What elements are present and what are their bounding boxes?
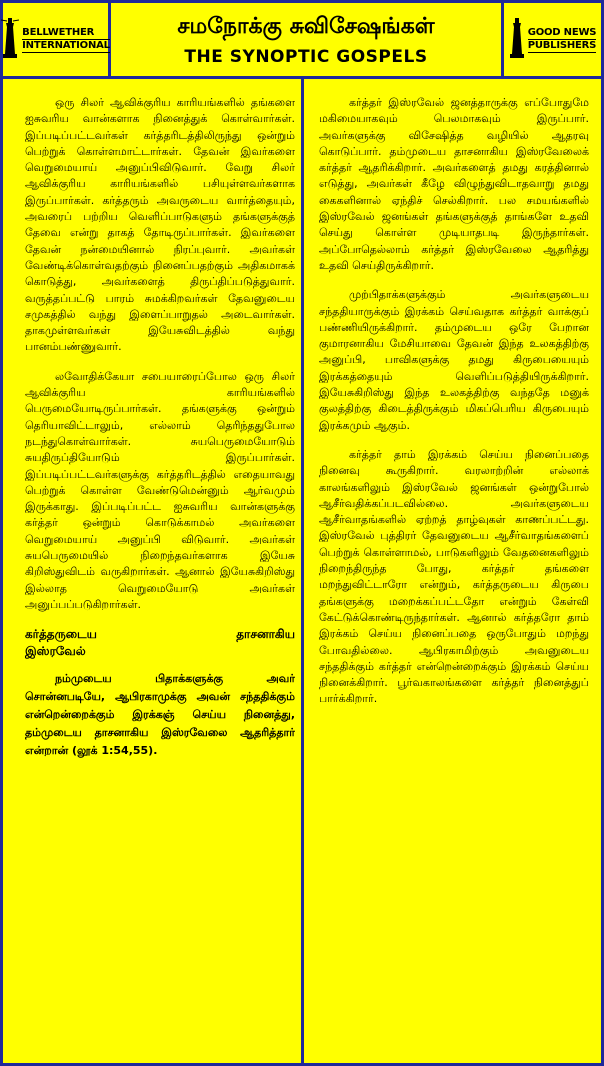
left-logo-line1: BELLWETHER — [22, 27, 110, 40]
lighthouse-icon — [509, 16, 525, 64]
page-title-tamil: சமநோக்கு சுவிசேஷங்கள் — [177, 13, 435, 39]
paragraph: கர்த்தர் தாம் இரக்கம் செய்ய நினைப்பதை நினைவு கூருகிறார். வரலாற்றின் எல்லாக் காலங்களிலும் இஸ்ரவேல் ஜனங்கள் ஒன்றுபோல் ஆசீர்வதிக்கப்படவில்லை. அவர்களுடைய ஆசீர்வாதங்களில் ஏற்றத் தாழ்வுகள் காணப்பட்டது. இஸ்ரவேல் புத்திரர் தேவனுடைய ஆசீர்வாதங்களைப் பெற்றுக் கொள்ளாமல், பாடுகளிலும் வேதனைகளிலும் நிறைந்திருந்த போது, கர்த்தர் தங்களை மறந்துவிட்டாரோ என்றும், கர்த்தருடைய கிருபை தங்களுக்கு மறைக்கப்பட்டதோ என்றும் கேள்வி கேட்டுக்கொண்டிருந்தார்கள். ஆனால் கர்த்தரோ தாம் இரக்கம் செய்ய நினைப்பதை ஒருபோதும் மறந்து போவதில்லை. ஆபிரகாமிற்கும் அவனுடைய சந்ததிக்கும் கர்த்தர் என்றென்றைக்கும் இரக்கம் செய்ய நினைக்கிறார். பூர்வகாலங்களை கர்த்தர் நினைத்துப் பார்க்கிறார். — [319, 447, 589, 706]
bellwether-logo — [3, 3, 111, 76]
right-logo-line2: PUBLISHERS — [527, 39, 597, 51]
page-title-english: THE SYNOPTIC GOSPELS — [184, 46, 428, 67]
section-heading — [25, 626, 295, 660]
left-logo-line2: INTERNATIONAL — [22, 39, 110, 51]
section-heading-line2: இஸ்ரவேல் — [25, 644, 86, 659]
paragraph: லவோதிக்கேயா சபையாரைப்போல ஒரு சிலர் ஆவிக்குரிய காரியங்களில் பெருமையோடிருப்பார்கள். தங்களுக்கு ஒன்றும் தெரியாவிட்டாலும், எல்லாம் தெரிந்ததுபோல நடந்துகொள்வார்கள். சுயபெருமையோடும் சுயதிருப்தியோடும் இருப்பார்கள். இப்படிப்பட்டவர்களுக்கு கர்த்தரிடத்தில் எதையாவது பெற்றுக் கொள்ள வேண்டுமென்னும் ஆர்வமும் இருக்காது. இப்படிப்பட்ட ஐசுவரிய வான்களுக்கு கர்த்தர் ஒன்றும் கொடுக்காமல் அவர்களை வெறுமையாய் அனுப்பி விடுவார். அவர்கள் சுயபெருமையில் நிறைந்தவர்களாக இயேசு கிறிஸ்துவிடம் வருகிறார்கள். ஆனால் இயேசுகிறிஸ்து இல்லாத வெறுமையோடு அவர்கள் அனுப்பப்படுகிறார்கள். — [25, 369, 295, 611]
lighthouse-icon — [1, 16, 19, 64]
right-logo-line1: GOOD NEWS — [527, 26, 597, 38]
paragraph: முற்பிதாக்களுக்கும் அவர்களுடைய சந்ததியாருக்கும் இரக்கம் செய்வதாக கர்த்தர் வாக்குப் பண்ணியிருக்கிறார். தம்முடைய ஒரே பேறான குமாரனாகிய மேசியாவை தேவன் இந்த உலகத்திற்கு அனுப்பி, பாவிகளுக்கு தமது கிருபையையும் இரக்கத்தையும் வெளிப்படுத்தியிருக்கிறார். இயேசுகிறிஸ்து இந்த உலகத்திற்கு வந்ததே மனுக் குலத்திற்கு கிடைத்திருக்கும் மிகப்பெரிய கிருபையும் இரக்கமும் ஆகும். — [319, 288, 589, 432]
right-column — [319, 95, 589, 1045]
title-block — [114, 3, 498, 76]
scripture-quote: நம்முடைய பிதாக்களுக்கு அவர் சொன்னபடியே, ஆபிரகாமுக்கு அவன் சந்ததிக்கும் என்றென்றைக்கும் இரக்கஞ் செய்ய நினைத்து, தம்முடைய தாசனாகிய இஸ்ரவேலை ஆதரித்தார் என்றான் (லூக் 1:54,55). — [25, 672, 295, 758]
column-divider — [301, 79, 304, 1063]
paragraph: கர்த்தர் இஸ்ரவேல் ஜனத்தாருக்கு எப்போதுமே மகிமையாகவும் பெலமாகவும் இருப்பார். அவர்களுக்கு விசேஷித்த வழியில் ஆதரவு கொடுப்பார். தம்முடைய தாசனாகிய இஸ்ரவேலைக் கர்த்தர் ஆதரிக்கிறார். அவர்களைத் தமது கரத்தினால் எடுத்து, அவர்கள் கீழே விழுந்துவிடாதவாறு தமது கைகளினால் ஏந்திச் செல்கிறார். பல சமயங்களில் இஸ்ரவேல் ஜனங்கள் தங்களுக்குத் தாங்களே உதவி செய்து கொள்ள முடியாதபடி இருந்தார்கள். அப்போதெல்லாம் கர்த்தர் இஸ்ரவேலை ஆதரித்து உதவி செய்திருக்கிறார். — [319, 96, 589, 272]
page-header — [3, 3, 601, 79]
paragraph: ஒரு சிலர் ஆவிக்குரிய காரியங்களில் தங்களை ஐசுவரிய வான்களாக நினைத்துக் கொள்வார்கள். இப்படிப்பட்டவர்கள் கர்த்தரிடத்திலிருந்து ஒன்றும் பெற்றுக் கொள்ளமாட்டார்கள். தேவன் இவர்களை வெறுமையாய் அனுப்பிவிடுவார். வேறு சிலர் ஆவிக்குரிய காரியங்களில் பசியுள்ளவர்களாக இருப்பார்கள். கர்த்தரும் அவருடைய வார்த்தையும், அவரைப் பற்றிய வெளிப்பாடுகளும் தங்களுக்குத் தேவை என்று தாகத் தோடிருப்பார்கள். இவர்களை தேவன் நன்மையினால் நிரப்புவார். அவர்கள் வேண்டிக்கொள்வதற்கும் நினைப்பதற்கும் அதிகமாகக் கொடுத்து, அவர்களைத் திருப்திப்படுத்துவார். வருத்தப்பட்டு பாரம் சுமக்கிறவர்கள் தேவனுடைய சமுகத்தில் வந்து இளைப்பாறுதல் அடைவார்கள். தாகமுள்ளவர்கள் இயேசுவிடத்தில் வந்து பானம்பண்ணுவார். — [25, 96, 295, 354]
left-column — [25, 95, 295, 1045]
section-heading-line1: கர்த்தருடைய தாசனாகிய — [25, 627, 295, 642]
good-news-logo — [501, 3, 601, 76]
